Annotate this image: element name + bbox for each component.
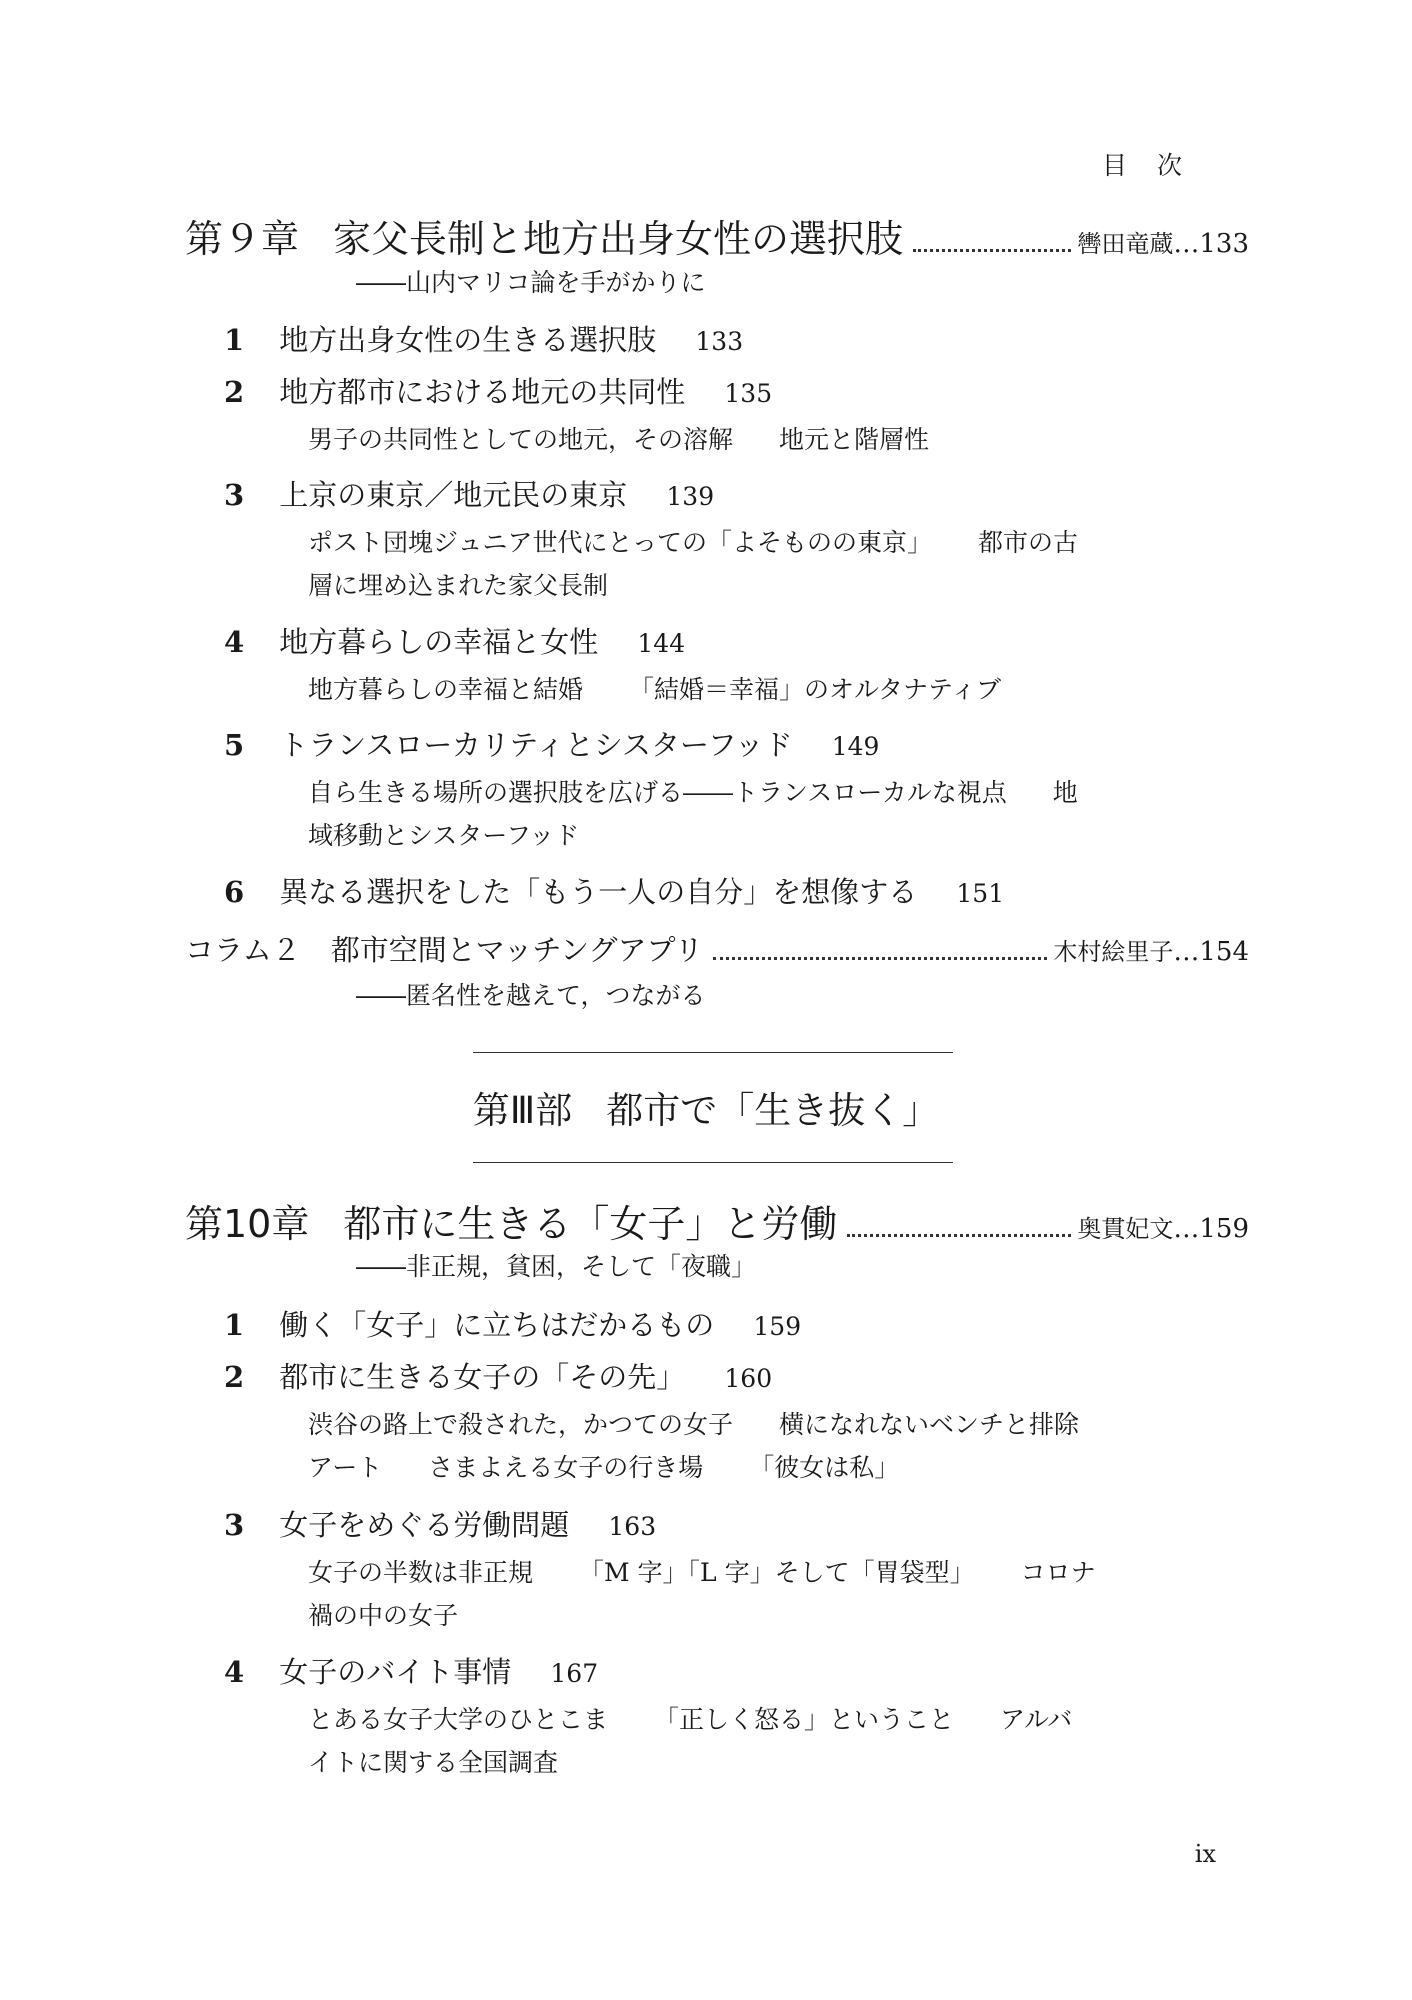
column-2-entry[interactable]	[185, 928, 1249, 969]
toc-section[interactable]	[224, 723, 879, 764]
column-2-author: 木村絵里子	[1053, 938, 1174, 966]
section-number: 4	[224, 625, 245, 659]
section-number: 2	[224, 1360, 245, 1394]
section-page: 151	[956, 879, 1005, 908]
section-page: 159	[753, 1312, 802, 1341]
section-page: 167	[550, 1659, 599, 1688]
leader-dots	[713, 956, 1047, 960]
chapter-10-entry[interactable]	[185, 1193, 1249, 1248]
subsection: 地	[1052, 778, 1078, 807]
section-page: 149	[831, 732, 880, 761]
part-heading	[0, 1080, 1412, 1134]
subsection: 男子の共同性としての地元，その溶解	[308, 425, 734, 454]
section-page: 144	[637, 629, 686, 658]
subsection: イトに関する全国調査	[308, 1748, 559, 1777]
chapter-9-subtitle: ――山内マリコ論を手がかりに	[356, 268, 706, 297]
section-number: 3	[224, 1508, 245, 1542]
subsection: 「彼女は私」	[749, 1453, 900, 1482]
section-number: 4	[224, 1655, 245, 1689]
subsection: アート	[308, 1453, 383, 1482]
chapter-9-author: 轡田竜蔵	[1077, 230, 1174, 258]
toc-section[interactable]	[224, 370, 772, 411]
subsection-line	[308, 1446, 899, 1489]
toc-section[interactable]	[224, 473, 714, 514]
subsection-line	[308, 771, 1078, 814]
subsection: 自ら生きる場所の選択肢を広げる――トランスローカルな視点	[308, 778, 1007, 807]
toc-section[interactable]	[224, 318, 743, 359]
subsection: 「正しく怒る」ということ	[654, 1705, 955, 1734]
section-title: 地方都市における地元の共同性	[279, 375, 686, 409]
subsection: 横になれないベンチと排除	[779, 1410, 1080, 1439]
section-title: 地方暮らしの幸福と女性	[279, 625, 599, 659]
subsection: 域移動とシスターフッド	[308, 821, 580, 850]
chapter-10-subtitle: ――非正規，貧困，そして「夜職」	[356, 1252, 757, 1281]
subsection-line	[308, 1403, 1079, 1446]
chapter-9-title: 家父長制と地方出身女性の選択肢	[333, 217, 904, 261]
column-2-label: コラム２	[185, 933, 301, 967]
subsection: 地方暮らしの幸福と結婚	[308, 675, 584, 704]
leader-dots	[847, 1233, 1071, 1237]
toc-section[interactable]	[224, 1355, 772, 1396]
subsection-line	[308, 521, 1078, 564]
subsection: とある女子大学のひとこま	[308, 1705, 609, 1734]
subsection-line	[308, 1741, 558, 1784]
section-title: 働く「女子」に立ちはだかるもの	[279, 1308, 715, 1342]
subsection: 禍の中の女子	[308, 1601, 459, 1630]
subsection: 「結婚＝幸福」のオルタナティブ	[629, 675, 1002, 704]
chapter-9-label: 第９章	[185, 217, 300, 261]
part-label: 第Ⅲ部	[472, 1089, 573, 1132]
subsection-line	[308, 1698, 1072, 1741]
subsection: 地元と階層性	[779, 425, 930, 454]
subsection: コロナ	[1020, 1558, 1096, 1587]
subsection: 都市の古	[978, 528, 1079, 557]
subsection: さまよえる女子の行き場	[428, 1453, 704, 1482]
section-title: 女子のバイト事情	[279, 1655, 512, 1689]
section-number: 2	[224, 375, 245, 409]
section-page: 133	[695, 327, 744, 356]
part-rule-top	[473, 1052, 953, 1053]
chapter-10-title: 都市に生きる「女子」と労働	[343, 1202, 838, 1246]
subsection: アルバ	[1000, 1705, 1073, 1734]
toc-section[interactable]	[224, 620, 685, 661]
section-title: 都市に生きる女子の「その先」	[279, 1360, 686, 1394]
part-rule-bottom	[473, 1162, 953, 1163]
section-page: 163	[608, 1512, 657, 1541]
chapter-9-page: …133	[1173, 229, 1249, 259]
subsection: 「M 字」「L 字」そして「胃袋型」	[579, 1558, 975, 1587]
subsection: ポスト団塊ジュニア世代にとっての「よそものの東京」	[308, 528, 933, 557]
toc-section[interactable]	[224, 1303, 801, 1344]
section-page: 160	[724, 1364, 773, 1393]
section-title: 異なる選択をした「もう一人の自分」を想像する	[279, 875, 918, 909]
column-2-subtitle: ――匿名性を越えて，つながる	[356, 981, 706, 1010]
section-title: 上京の東京／地元民の東京	[279, 478, 628, 512]
subsection: 層に埋め込まれた家父長制	[308, 571, 609, 600]
column-2-page: …154	[1173, 937, 1249, 967]
section-page: 139	[666, 482, 715, 511]
running-head: 目次	[1101, 151, 1212, 180]
section-number: 1	[224, 1308, 245, 1342]
toc-section[interactable]	[224, 1650, 598, 1691]
subsection-line	[308, 814, 579, 857]
column-2-title: 都市空間とマッチングアプリ	[330, 933, 704, 967]
page-folio: ix	[1194, 1840, 1216, 1868]
chapter-10-author: 奥貫妃文	[1077, 1215, 1174, 1243]
section-page: 135	[724, 379, 773, 408]
chapter-10-page: …159	[1173, 1214, 1249, 1244]
toc-section[interactable]	[224, 870, 1004, 911]
subsection: 渋谷の路上で殺された，かつての女子	[308, 1410, 734, 1439]
section-number: 3	[224, 478, 245, 512]
section-title: 地方出身女性の生きる選択肢	[279, 323, 657, 357]
subsection-line	[308, 1551, 1096, 1594]
chapter-9-entry[interactable]	[185, 208, 1249, 263]
section-number: 1	[224, 323, 245, 357]
part-title: 都市で「生き抜く」	[606, 1089, 940, 1132]
subsection-line	[308, 418, 929, 461]
section-title: 女子をめぐる労働問題	[279, 1508, 570, 1542]
subsection: 女子の半数は非正規	[308, 1558, 534, 1587]
toc-section[interactable]	[224, 1503, 656, 1544]
section-number: 5	[224, 728, 245, 762]
section-number: 6	[224, 875, 245, 909]
section-title: トランスローカリティとシスターフッド	[279, 728, 793, 762]
chapter-10-label: 第10章	[185, 1202, 310, 1246]
subsection-line	[308, 668, 1001, 711]
subsection-line	[308, 1594, 458, 1637]
subsection-line	[308, 564, 608, 607]
leader-dots	[913, 248, 1071, 252]
